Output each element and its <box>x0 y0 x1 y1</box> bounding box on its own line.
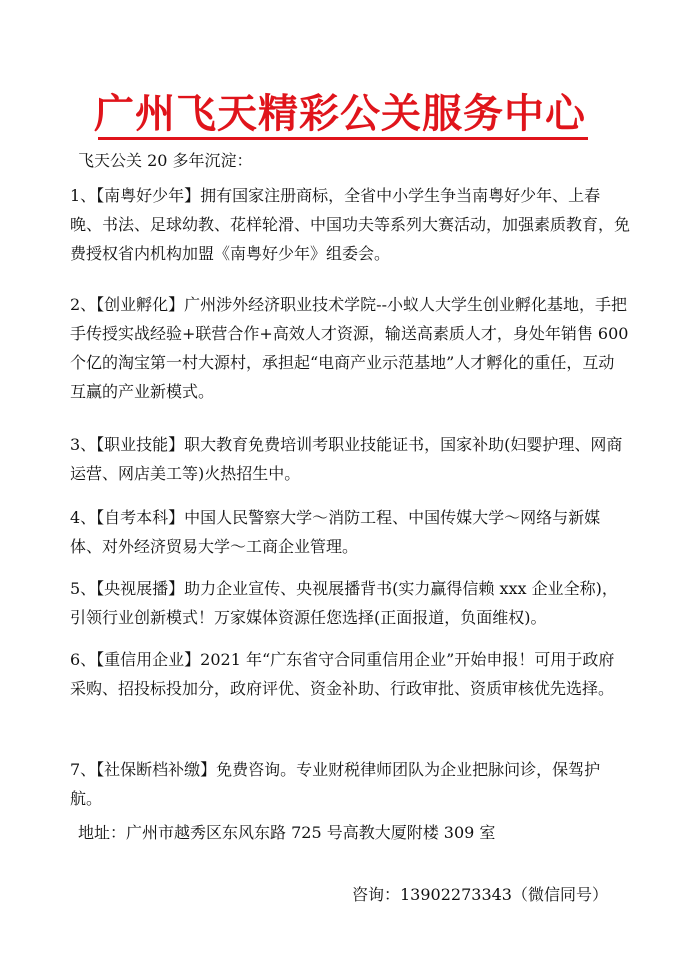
list-item-3: 3、【职业技能】职大教育免费培训考职业技能证书，国家补助(妇婴护理、网商运营、网店美工等)火热招生中。 <box>70 435 623 483</box>
document-title: 广州飞天精彩公关服务中心 <box>94 91 586 137</box>
list-item-1: 1、【南粤好少年】拥有国家注册商标，全省中小学生争当南粤好少年、上春晚、书法、足球幼教、花样轮滑、中国功夫等系列大赛活动，加强素质教育，免费授权省内机构加盟《南粤好少年》组委会。 <box>70 186 631 263</box>
list-item-2: 2、【创业孵化】广州涉外经济职业技术学院--小蚁人大学生创业孵化基地，手把手传授实战经验+联营合作+高效人才资源，输送高素质人才，身处年销售 600 个亿的淘宝第一村大源村，承担起“电商产业示范基地”人才孵化的重任，互动互赢的产业新模式。 <box>70 295 629 401</box>
list-item-5: 5、【央视展播】助力企业宣传、央视展播背书(实力赢得信赖 xxx 企业全称)，引领行业创新模式！万家媒体资源任您选择(正面报道，负面维权)。 <box>70 579 618 627</box>
address-line: 地址：广州市越秀区东风东路 725 号高教大厦附楼 309 室 <box>78 823 496 842</box>
list-item-4: 4、【自考本科】中国人民警察大学～消防工程、中国传媒大学～网络与新媒体、对外经济贸易大学～工商企业管理。 <box>70 508 601 556</box>
title-underline <box>98 137 588 140</box>
intro-text: 飞天公关 20 多年沉淀： <box>78 151 253 170</box>
list-item-6: 6、【重信用企业】2021 年“广东省守合同重信用企业”开始申报！可用于政府采购、招投标投加分，政府评优、资金补助、行政审批、资质审核优先选择。 <box>70 650 615 698</box>
contact-line: 咨询：13902273343（微信同号） <box>352 885 608 904</box>
list-item-7: 7、【社保断档补缴】免费咨询。专业财税律师团队为企业把脉问诊，保驾护航。 <box>70 760 601 808</box>
